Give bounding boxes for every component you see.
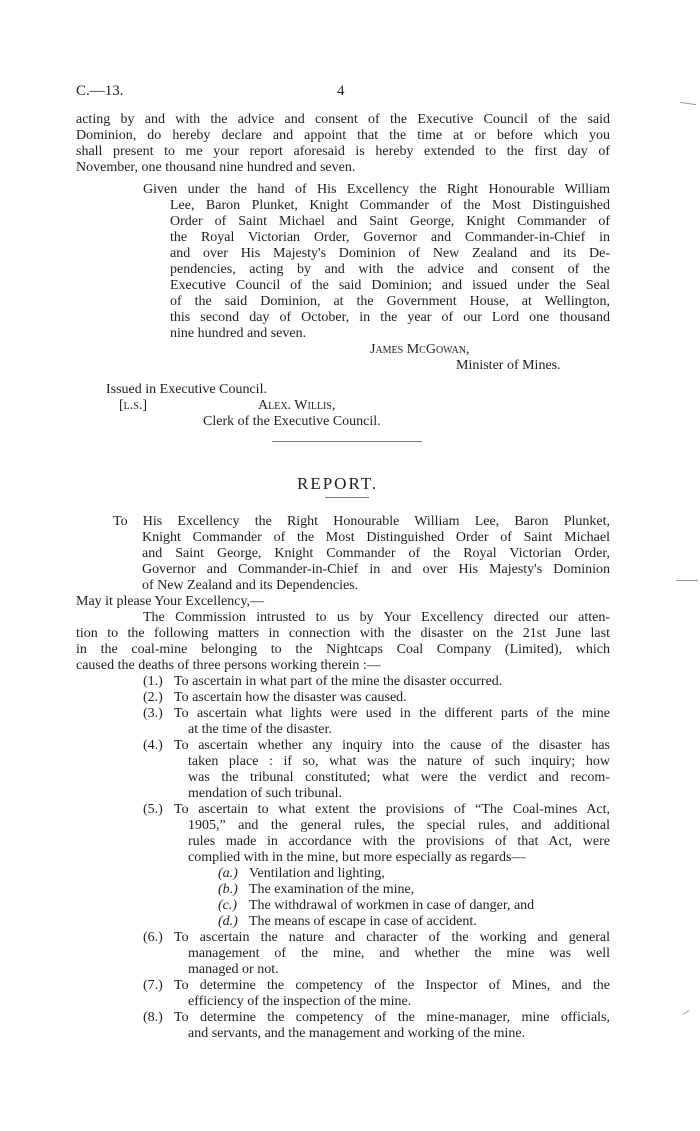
signature-title: Minister of Mines.	[456, 358, 561, 373]
subitem-number: (d.)	[218, 914, 238, 929]
intro-line: in the coal-mine belonging to the Nightcaps Coal Company (Limited), which	[76, 642, 610, 657]
section-divider	[272, 441, 422, 442]
item-number: (3.)	[143, 706, 163, 721]
paragraph-line: Dominion, do hereby declare and appoint that the time at or before which you	[76, 128, 610, 143]
item-line: To ascertain the nature and character of the working and general	[174, 930, 610, 945]
item-line: efficiency of the inspection of the mine.	[188, 994, 412, 1009]
item-number: (5.)	[143, 802, 163, 817]
margin-scan-mark	[680, 102, 696, 105]
item-line: To ascertain whether any inquiry into the cause of the disaster has	[174, 738, 610, 753]
item-number: (8.)	[143, 1010, 163, 1025]
address-line: Governor and Commander-in-Chief in and over His Majesty's Dominion	[142, 562, 610, 577]
margin-scan-mark	[676, 580, 698, 581]
seal-mark: [l.s.]	[119, 398, 147, 413]
given-line: the Royal Victorian Order, Governor and Commander-in-Chief in	[170, 230, 610, 245]
salutation	[76, 594, 264, 610]
item-number: (1.)	[143, 674, 163, 689]
title-underline	[325, 497, 369, 498]
given-line: and over His Majesty's Dominion of New Zealand and its De-	[170, 246, 610, 261]
item-line: and servants, and the management and working of the mine.	[188, 1026, 526, 1041]
paragraph-line: November, one thousand nine hundred and seven.	[76, 160, 356, 175]
subitem-text: Ventilation and lighting,	[249, 866, 385, 881]
subitem-text: The means of escape in case of accident.	[249, 914, 477, 929]
intro-line: caused the deaths of three persons working therein :—	[76, 658, 381, 673]
page-number: 4	[337, 83, 345, 99]
item-line: To ascertain how the disaster was caused.	[174, 690, 407, 705]
subitem-number: (b.)	[218, 882, 238, 897]
signature-name: Alex. Willis,	[258, 398, 336, 413]
item-line: taken place : if so, what was the nature of such inquiry; how	[188, 754, 610, 769]
given-line: Given under the hand of His Excellency the Right Honourable William	[143, 182, 610, 197]
item-line: complied with in the mine, but more especially as regards—	[188, 850, 526, 865]
issued-line: Issued in Executive Council.	[106, 382, 267, 397]
item-line: managed or not.	[188, 962, 279, 977]
item-number: (7.)	[143, 978, 163, 993]
address-line: To His Excellency the Right Honourable William Lee, Baron Plunket,	[113, 514, 610, 529]
item-line: at the time of the disaster.	[188, 722, 332, 737]
signature-name: James McGowan,	[370, 342, 470, 357]
given-line: nine hundred and seven.	[170, 326, 307, 341]
subitem-text: The examination of the mine,	[249, 882, 415, 897]
paragraph-line: acting by and with the advice and consent of the Executive Council of the said	[76, 112, 610, 127]
signature-title: Clerk of the Executive Council.	[203, 414, 381, 429]
salutation-text: May it please Your Excellency,—	[76, 594, 265, 609]
item-line: management of the mine, and whether the mine was well	[188, 946, 610, 961]
margin-scan-mark	[682, 1010, 689, 1015]
given-line: Order of Saint Michael and Saint George, Knight Commander of	[170, 214, 610, 229]
address-line: and Saint George, Knight Commander of the Royal Victorian Order,	[142, 546, 610, 561]
item-number: (4.)	[143, 738, 163, 753]
intro-line: tion to the following matters in connection with the disaster on the 21st June last	[76, 626, 610, 641]
item-line: was the tribunal constituted; what were the verdict and recom-	[188, 770, 610, 785]
item-line: To determine the competency of the mine-manager, mine officials,	[174, 1010, 610, 1025]
item-line: To ascertain to what extent the provisions of “The Coal-mines Act,	[174, 802, 610, 817]
item-line: To ascertain in what part of the mine the disaster occurred.	[174, 674, 503, 689]
item-number: (2.)	[143, 690, 163, 705]
given-line: this second day of October, in the year of our Lord one thousand	[170, 310, 610, 325]
given-line: of the said Dominion, at the Government House, at Wellington,	[170, 294, 610, 309]
item-line: rules made in accordance with the provisions of that Act, were	[188, 834, 610, 849]
given-line: pendencies, acting by and with the advice and consent of the	[170, 262, 610, 277]
address-line: Knight Commander of the Most Distinguished Order of Saint Michael	[142, 530, 610, 545]
intro-line: The Commission intrusted to us by Your Excellency directed our atten-	[143, 610, 610, 625]
report-title: REPORT.	[297, 474, 379, 493]
paragraph-line: shall present to me your report aforesaid is hereby extended to the first day of	[76, 144, 610, 159]
address-line: of New Zealand and its Dependencies.	[142, 578, 359, 593]
given-line: Executive Council of the said Dominion; and issued under the Seal	[170, 278, 610, 293]
subitem-text: The withdrawal of workmen in case of danger, and	[249, 898, 535, 913]
item-number: (6.)	[143, 930, 163, 945]
item-line: To ascertain what lights were used in the different parts of the mine	[174, 706, 610, 721]
item-line: To determine the competency of the Inspector of Mines, and the	[174, 978, 610, 993]
subitem-number: (c.)	[218, 898, 238, 913]
item-line: mendation of such tribunal.	[188, 786, 342, 801]
subitem-number: (a.)	[218, 866, 238, 881]
given-line: Lee, Baron Plunket, Knight Commander of the Most Distinguished	[170, 198, 610, 213]
item-line: 1905,” and the general rules, the special rules, and additional	[188, 818, 610, 833]
document-reference: C.—13.	[76, 83, 124, 99]
